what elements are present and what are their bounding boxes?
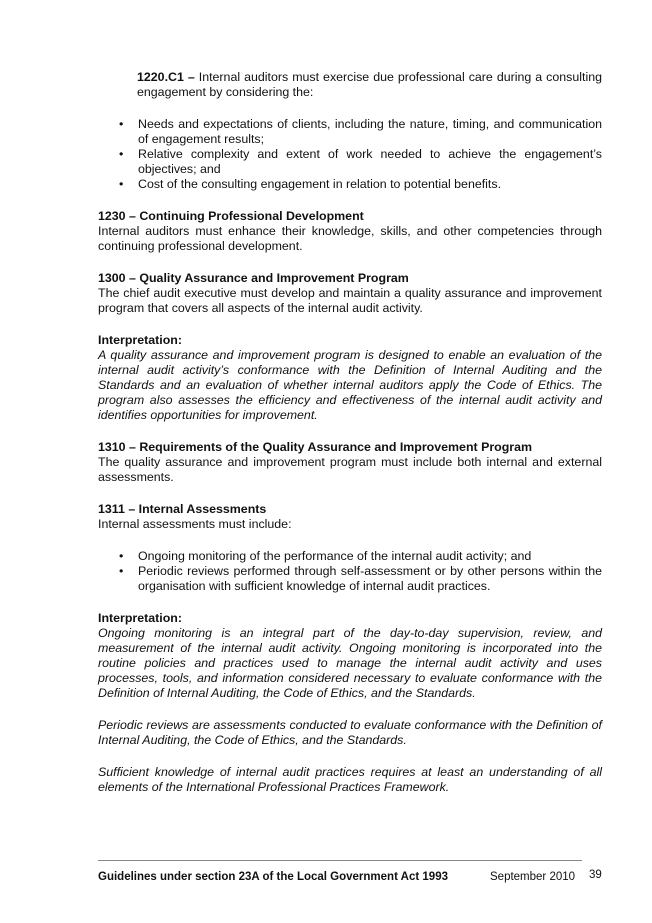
section-1300-interpretation-heading: Interpretation: xyxy=(98,333,182,347)
section-1310-heading: 1310 – Requirements of the Quality Assurance and Improvement Program xyxy=(98,440,533,454)
section-1220c1-paragraph xyxy=(137,70,602,100)
section-1311-interpretation-p2: Periodic reviews are assessments conducted to evaluate conformance with the Definition of Internal Auditing, the Code of Ethics, and the Standards. xyxy=(98,718,602,747)
section-1311-bullets xyxy=(98,549,602,594)
section-1220c1-text: Internal auditors must exercise due professional care during a consulting engagement by considering the: xyxy=(137,70,602,99)
list-item: • Relative complexity and extent of work needed to achieve the engagement’s objectives; and xyxy=(98,147,602,177)
section-1230-text: Internal auditors must enhance their knowledge, skills, and other competencies through continuing professional development. xyxy=(98,224,602,253)
section-1310 xyxy=(98,440,602,485)
section-1300-text: The chief audit executive must develop and maintain a quality assurance and improvement program that covers all aspects of the internal audit activity. xyxy=(98,286,602,315)
section-1311-interpretation-p3: Sufficient knowledge of internal audit practices requires at least an understanding of all elements of the International Professional Practices Framework. xyxy=(98,765,602,794)
section-1300-interpretation-text: A quality assurance and improvement program is designed to enable an evaluation of the internal audit activity’s conformance with the Definition of Internal Auditing and the Standards and an evaluation of whether internal auditors apply the Code of Ethics. The program also assesses the efficiency and effectiveness of the internal audit activity and identifies opportunities for improvement. xyxy=(98,348,602,422)
list-item: • Needs and expectations of clients, including the nature, timing, and communication of engagement results; xyxy=(98,117,602,147)
section-1230 xyxy=(98,209,602,254)
list-item: • Cost of the consulting engagement in relation to potential benefits. xyxy=(98,177,602,192)
section-1220c1 xyxy=(137,70,602,100)
section-1220c1-bullets xyxy=(98,117,602,192)
section-1220c1-label: 1220.C1 – xyxy=(137,70,195,84)
footer-divider xyxy=(98,860,582,861)
section-1311-heading: 1311 – Internal Assessments xyxy=(98,502,267,516)
list-item: • Periodic reviews performed through self-assessment or by other persons within the organisation with sufficient knowledge of internal audit practices. xyxy=(98,564,602,594)
list-item: • Ongoing monitoring of the performance of the internal audit activity; and xyxy=(98,549,602,564)
footer-date: September 2010 xyxy=(490,871,576,883)
section-1311-interpretation-p1: Ongoing monitoring is an integral part of the day-to-day supervision, review, and measurement of the internal audit activity. Ongoing monitoring is incorporated into the routine policies and practices used to manage the internal audit activity and uses processes, tools, and information considered necessary to evaluate conformance with the Definition of Internal Auditing, the Code of Ethics, and the Standards. xyxy=(98,626,602,700)
section-1311-text: Internal assessments must include: xyxy=(98,517,292,531)
section-1311 xyxy=(98,502,602,795)
section-1311-interpretation-heading: Interpretation: xyxy=(98,611,182,625)
footer-title: Guidelines under section 23A of the Local Government Act 1993 xyxy=(98,871,448,883)
document-body xyxy=(98,70,602,795)
section-1300 xyxy=(98,271,602,423)
section-1230-heading: 1230 – Continuing Professional Development xyxy=(98,209,364,223)
section-1310-text: The quality assurance and improvement program must include both internal and external assessments. xyxy=(98,455,602,484)
page-number: 39 xyxy=(589,869,602,881)
section-1300-heading: 1300 – Quality Assurance and Improvement Program xyxy=(98,271,409,285)
